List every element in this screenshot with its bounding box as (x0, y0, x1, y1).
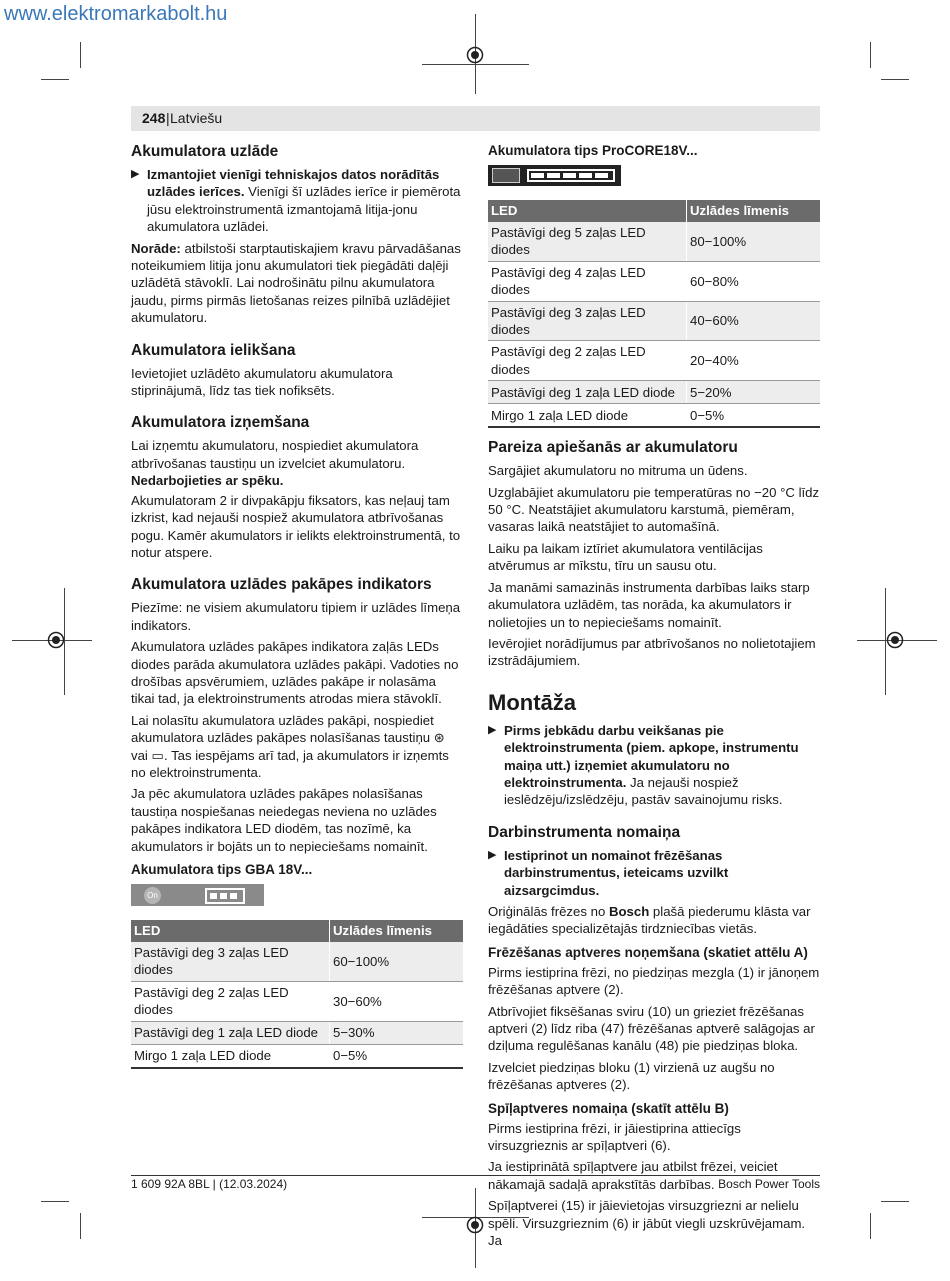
table-row (488, 222, 820, 261)
crop-mark (881, 1201, 909, 1202)
battery-segment (563, 173, 576, 178)
table-cell: Mirgo 1 zaļa LED diode (488, 404, 687, 428)
section-title: Pareiza apiešanās ar akumulatoru (488, 439, 738, 457)
subsection-title: Akumulatora tips GBA 18V... (131, 862, 313, 877)
paragraph: Laiku pa laikam iztīriet akumulatora ventilācijas atvērumus ar mīkstu, tīru un sausu otu. (488, 540, 763, 574)
table-row (131, 981, 463, 1021)
table-cell: Pastāvīgi deg 4 zaļas LED diodes (488, 261, 687, 301)
paragraph-bold (131, 472, 463, 489)
footer-doc-id: 1 609 92A 8BL | (12.03.2024) (131, 1177, 288, 1191)
table-cell: 0−5% (687, 404, 821, 428)
paragraph: Spīļaptverei (15) ir jāievietojas virsuzgriezni ar nelielu spēli. Virsuzgrieznim (6) ir jābūt viegli uzskrūvējamam. Ja (488, 1198, 806, 1249)
table-header: Uzlādes līmenis (330, 920, 464, 942)
on-button-icon: On (144, 887, 161, 904)
table-cell: 60−80% (687, 261, 821, 301)
paragraph: Sargājiet akumulatoru no mitruma un ūdens. (488, 463, 748, 479)
text: plašā piederumu klāsta var iegādāties specializētajās tirdzniecības vietās. (488, 903, 811, 937)
crop-mark (870, 42, 871, 68)
subsection-title: Spīļaptveres nomaiņa (skatīt attēlu B) (488, 1100, 729, 1116)
registration-mark-icon (466, 1216, 484, 1234)
battery-cell (230, 893, 237, 899)
page-header-band (131, 106, 820, 131)
registration-mark-icon (886, 631, 904, 649)
table-cell: Pastāvīgi deg 2 zaļas LED diodes (131, 981, 330, 1021)
text: Oriģinālās frēzes no (488, 903, 609, 919)
table-cell: Pastāvīgi deg 5 zaļas LED diodes (488, 222, 687, 261)
table-cell: 40−60% (687, 301, 821, 341)
crop-mark (41, 1201, 69, 1202)
paragraph (488, 903, 820, 938)
right-column (488, 142, 820, 1253)
table-row (131, 942, 463, 981)
paragraph: Lai nolasītu akumulatora uzlādes pakāpi, nospiediet akumulatora uzlādes pakāpes nolasīšanas taustiņu ⊛ vai ▭. Tas iespējams arī tad, ja akumulators ir izņemts no elektroinstrumenta. (131, 712, 449, 780)
battery-gba-illustration (131, 884, 264, 906)
battery-segment (595, 173, 608, 178)
table-cell: 0−5% (330, 1044, 464, 1068)
table-cell: Pastāvīgi deg 2 zaļas LED diodes (488, 341, 687, 381)
table-row (488, 404, 820, 428)
paragraph: Akumulatoram 2 ir divpakāpju fiksators, kas neļauj tam izkrist, kad nejauši nospiež akumulatora atbrīvošanas pogu. Kamēr akumulators ir ielikts elektroinstrumentā, to notur atspere. (131, 492, 461, 560)
gba-charge-table (131, 920, 463, 1069)
battery-cell (220, 893, 227, 899)
header-language: Latviešu (170, 110, 223, 126)
paragraph: Ja manāmi samazinās instrumenta darbības laiks starp akumulatora uzlādēm, tas norāda, ka akumulators ir nolietojies un to nepieciešams nomainīt. (488, 579, 810, 630)
table-row (131, 1021, 463, 1044)
paragraph: Lai izņemtu akumulatoru, nospiediet akumulatora atbrīvošanas taustiņu un izvelciet akumulatoru. (131, 438, 419, 471)
table-header: LED (488, 200, 687, 222)
paragraph: Ja iestiprinātā spīļaptvere jau atbilst frēzei, veiciet nākamajā sadaļā aprakstītās darbības. (488, 1159, 778, 1192)
left-column (131, 142, 463, 1079)
note-paragraph (131, 240, 463, 327)
paragraph: Pirms iestiprina frēzi, ir jāiestiprina attiecīgs virsuzgrieznis ar spīļaptveri (6). (488, 1120, 741, 1154)
table-row (488, 261, 820, 301)
crop-mark (41, 79, 69, 80)
section-title: Akumulatora ielikšana (131, 341, 296, 359)
table-cell: 20−40% (687, 341, 821, 381)
table-cell: 5−20% (687, 381, 821, 404)
bold-text: Nedarbojieties ar spēku. (131, 473, 284, 489)
bullet-bold-text: Pirms jebkādu darbu veikšanas pie elektroinstrumenta (piem. apkope, instrumentu maiņa utt.) izņemiet akumulatoru no elektroinstrumenta. (504, 722, 799, 790)
paragraph: Ja pēc akumulatora uzlādes pakāpes nolasīšanas taustiņa nospiešanas neiedegas neviena no uzlādes pakāpes indikatora LED diodēm, tas nozīmē, ka akumulators ir bojāts un to nepieciešams nomainīt. (131, 786, 437, 854)
section-title: Akumulatora uzlādes pakāpes indikators (131, 576, 432, 594)
battery-button-icon (492, 168, 520, 183)
note-text: atbilstoši starptautiskajiem kravu pārvadāšanas noteikumiem litija jonu akumulatori tiek piegādāti daļēji uzlādētā stāvoklī. Lai nodrošinātu pilnu akumulatora jaudu, pirms pirmās lietošanas reizes pilnībā uzlādējiet akumulatoru. (131, 240, 461, 326)
paragraph: Pirms iestiprina frēzi, no piedziņas mezgla (1) ir jānoņem frēzēšanas aptvere (2). (488, 964, 820, 998)
brand-text: Bosch (608, 903, 650, 919)
section-title: Akumulatora izņemšana (131, 414, 310, 432)
crop-mark (80, 42, 81, 68)
table-row (488, 381, 820, 404)
registration-mark-icon (466, 46, 484, 64)
paragraph: Ievērojiet norādījumus par atbrīvošanos no nolietotajiem izstrādājumiem. (488, 635, 816, 669)
bullet-text: Ja nejauši nospiež ieslēdzēju/izslēdzēju, pastāv savainojumu risks. (504, 774, 783, 808)
section-title: Akumulatora uzlāde (131, 143, 279, 160)
table-cell: 5−30% (330, 1021, 464, 1044)
paragraph: Atbrīvojiet fiksēšanas sviru (10) un grieziet frēzēšanas aptveri (2) līdz riba (47) frēzēšanas aptverē salāgojas ar dziļuma regulēšanas kanālu (48) pie piedziņas bloka. (488, 1003, 815, 1054)
table-header: LED (131, 920, 330, 942)
paragraph: Akumulatora uzlādes pakāpes indikatora zaļās LEDs diodes parāda akumulatora uzlādes pakāpi. Vadoties no drošības apsvērumiem, uzlādes pakāpe ir nolasāma tikai tad, ja elektroinstruments atrodas miera stāvoklī. (131, 639, 459, 707)
footer-rule (131, 1175, 820, 1176)
table-cell: Pastāvīgi deg 1 zaļa LED diode (131, 1021, 330, 1044)
table-cell: 80−100% (687, 222, 821, 261)
crop-mark (881, 79, 909, 80)
bullet-text: Vienīgi šī uzlādes ierīce ir piemērota jūsu elektroinstrumentā izmantojamā litija-jonu akumulatora uzlādei. (147, 184, 461, 235)
warning-bullet (488, 722, 820, 809)
subsection-title: Akumulatora tips ProCORE18V... (488, 143, 698, 158)
registration-mark-icon (47, 631, 65, 649)
paragraph: Izvelciet piedziņas bloku (1) virzienā uz augšu no frēzēšanas aptveres (2). (488, 1059, 775, 1093)
table-cell: Mirgo 1 zaļa LED diode (131, 1044, 330, 1068)
bullet-bold-text: Izmantojiet vienīgi tehniskajos datos norādītās uzlādes ierīces. (147, 167, 440, 200)
note-label: Norāde: (131, 240, 181, 256)
warning-bullet (488, 847, 820, 899)
paragraph: Ievietojiet uzlādēto akumulatoru akumulatora stiprinājumā, līdz tas tiek nofiksēts. (131, 365, 393, 399)
warning-bullet (131, 166, 463, 236)
table-row (131, 1044, 463, 1068)
section-title: Darbinstrumenta nomaiņa (488, 823, 681, 841)
table-cell: 30−60% (330, 981, 464, 1021)
battery-segment (547, 173, 560, 178)
table-row (488, 341, 820, 381)
crop-mark (870, 1213, 871, 1239)
crop-mark (80, 1213, 81, 1239)
chapter-title: Montāža (488, 689, 576, 715)
table-cell: Pastāvīgi deg 3 zaļas LED diodes (488, 301, 687, 341)
paragraph: Piezīme: ne visiem akumulatoru tipiem ir uzlādes līmeņa indikators. (131, 600, 461, 633)
table-row (488, 301, 820, 341)
header-separator: | (166, 110, 170, 126)
battery-procore-illustration (488, 165, 621, 186)
website-url[interactable]: www.elektromarkabolt.hu (4, 3, 228, 25)
table-cell: Pastāvīgi deg 3 zaļas LED diodes (131, 942, 330, 981)
battery-segment (579, 173, 592, 178)
footer-brand: Bosch Power Tools (718, 1177, 820, 1191)
battery-segment (531, 173, 544, 178)
paragraph: Uzglabājiet akumulatoru pie temperatūras no −20 °C līdz 50 °C. Neatstājiet akumulatoru karstumā, piemēram, vasaras laikā neatstājiet to automašīnā. (488, 484, 820, 535)
page-number: 248 (142, 110, 166, 126)
bullet-bold-text: Iestiprinot un nomainot frēzēšanas darbinstrumentus, ieteicams uzvilkt aizsargcimdus. (504, 847, 729, 898)
table-cell: Pastāvīgi deg 1 zaļa LED diode (488, 381, 687, 404)
battery-cell (210, 893, 217, 899)
subsection-title: Frēzēšanas aptveres noņemšana (skatiet attēlu A) (488, 944, 808, 960)
table-cell: 60−100% (330, 942, 464, 981)
procore-charge-table (488, 200, 820, 428)
table-header: Uzlādes līmenis (687, 200, 821, 222)
